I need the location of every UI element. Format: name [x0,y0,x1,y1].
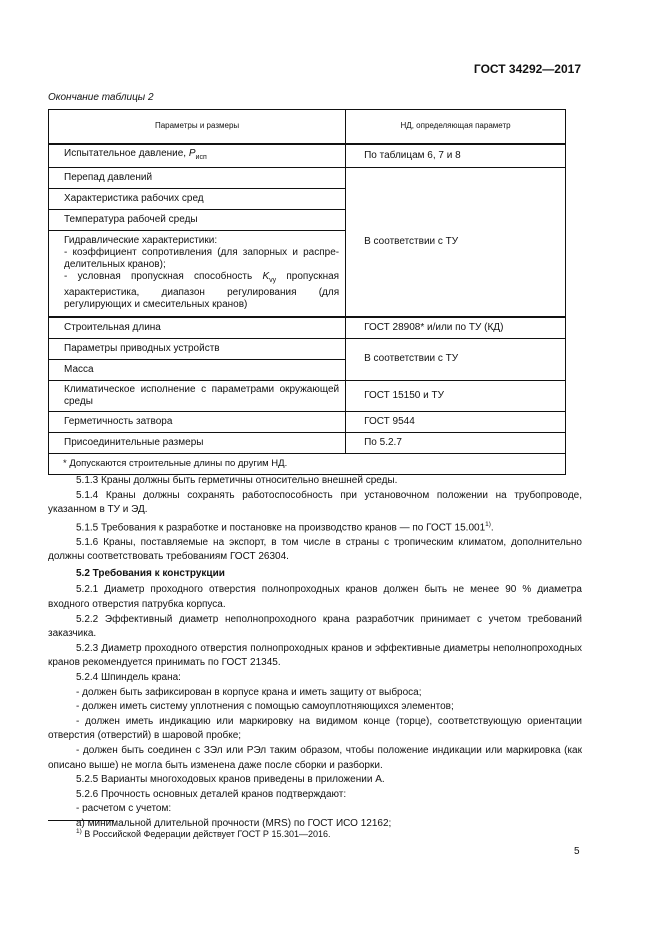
parameters-table [48,109,566,475]
param-cell: Строительная длина [49,317,346,339]
param-line [64,271,339,311]
param-cell: Масса [49,359,346,380]
footnote-separator [48,820,114,821]
param-cell: Присоединительные размеры [49,432,346,453]
param-cell: Герметичность затвора [49,411,346,432]
nd-cell: По таблицам 6, 7 и 8 [346,144,566,168]
table-row [49,380,566,411]
list-item: - должен быть соединен с ЗЭл или РЭл таким образом, чтобы положение индикации или маркировка (как описано выше) не могла быть изменена даже после сборки и разборки. [48,745,582,771]
nd-cell-merged: В соответствии с ТУ [346,167,566,317]
param-symbol: P [188,147,196,159]
nd-cell-merged: В соответствии с ТУ [346,338,566,380]
nd-cell: ГОСТ 9544 [346,411,566,432]
footnote-ref: 1) [485,520,491,528]
table-note: * Допускаются строительные длины по другим НД. [49,453,566,474]
footnote-text: В Российской Федерации действует ГОСТ Р 15.301—2016. [81,829,331,839]
gost-header: ГОСТ 34292—2017 [473,62,581,76]
list-item: - расчетом с учетом: [76,803,172,815]
paragraph-text-end: . [490,522,494,534]
param-subscript: vy [269,276,277,284]
param-symbol: K [262,270,270,282]
body-text [48,474,582,832]
table-caption: Окончание таблицы 2 [48,92,154,103]
paragraph-5-2-5: 5.2.5 Варианты многоходовых кранов приведены в приложении А. [76,774,385,786]
param-subscript: исп [195,153,207,161]
table-row [49,144,566,168]
list-item: - должен иметь систему уплотнения с помощью самоуплотняющихся элементов; [76,701,454,713]
list-item: а) минимальной длительной прочности (MRS) по ГОСТ ИСО 12162; [76,817,392,829]
param-text: Испытательное давление, [64,147,189,159]
table-row [49,167,566,188]
param-cell: Перепад давлений [49,167,346,188]
nd-cell: По 5.2.7 [346,432,566,453]
paragraph-5-1-3: 5.1.3 Краны должны быть герметичны относительно внешней среды. [76,475,398,486]
param-cell: Параметры приводных устройств [49,338,346,359]
table-header-row [49,110,566,144]
table-row [49,338,566,359]
param-cell: Климатическое исполнение с параметрами окружающей среды [49,380,346,411]
param-line: - коэффициент сопротивления (для запорных и распре-делительных кранов); [64,246,340,270]
col-header-nd: НД, определяющая параметр [346,110,566,144]
footnote [76,828,331,839]
paragraph-5-1-6: 5.1.6 Краны, поставляемые на экспорт, в том числе в страны с тропическим климатом, дополнительно должны соответствовать требованиям ГОСТ 26304. [48,536,582,563]
param-line-part: пропускная характеристика, диапазон регулирования (для регулирующих и смесительных кранов) [64,270,340,310]
section-heading-5-2: 5.2 Требования к конструкции [76,567,225,579]
table-note-row [49,453,566,474]
paragraph-5-2-4: 5.2.4 Шпиндель крана: [76,672,181,684]
table-row [49,432,566,453]
param-cell: Температура рабочей среды [49,209,346,230]
list-item: - должен быть зафиксирован в корпусе крана и иметь защиту от выброса; [76,686,422,698]
list-item: - должен иметь индикацию или маркировку на видимом конце (торце), соответствующую ориентации отверстия (отверстий) в шаровой пробке; [48,715,582,742]
param-line-part: - условная пропускная способность [64,270,263,282]
paragraph-text: 5.1.5 Требования к разработке и постановке на производство кранов — по ГОСТ 15.001 [76,522,486,534]
paragraph-5-1-5 [48,518,582,536]
page-number: 5 [574,846,580,857]
col-header-params: Параметры и размеры [49,110,346,144]
nd-cell: ГОСТ 15150 и ТУ [346,380,566,411]
paragraph-5-2-3: 5.2.3 Диаметр проходного отверстия полнопроходных кранов и эффективные диаметры неполнопроходных кранов рекомендуется принимать по ГОСТ 21345. [48,642,582,669]
param-cell [49,144,346,168]
paragraph-5-2-1: 5.2.1 Диаметр проходного отверстия полнопроходных кранов должен быть не менее 90 % диаметра входного отверстия патрубка корпуса. [48,584,582,611]
param-line: Гидравлические характеристики: [64,234,218,246]
paragraph-5-2-2: 5.2.2 Эффективный диаметр неполнопроходного крана разработчик принимает с учетом требований заказчика. [48,613,582,640]
nd-cell: ГОСТ 28908* и/или по ТУ (КД) [346,317,566,339]
param-cell: Характеристика рабочих сред [49,188,346,209]
table-row [49,317,566,339]
footnote-mark: 1) [76,828,82,835]
paragraph-5-1-4: 5.1.4 Краны должны сохранять работоспособность при установочном положении на трубопроводе, указанном в ТУ и ЭД. [48,489,582,516]
paragraph-5-2-6: 5.2.6 Прочность основных деталей кранов подтверждают: [76,788,347,800]
param-cell [49,230,346,317]
table-row [49,411,566,432]
